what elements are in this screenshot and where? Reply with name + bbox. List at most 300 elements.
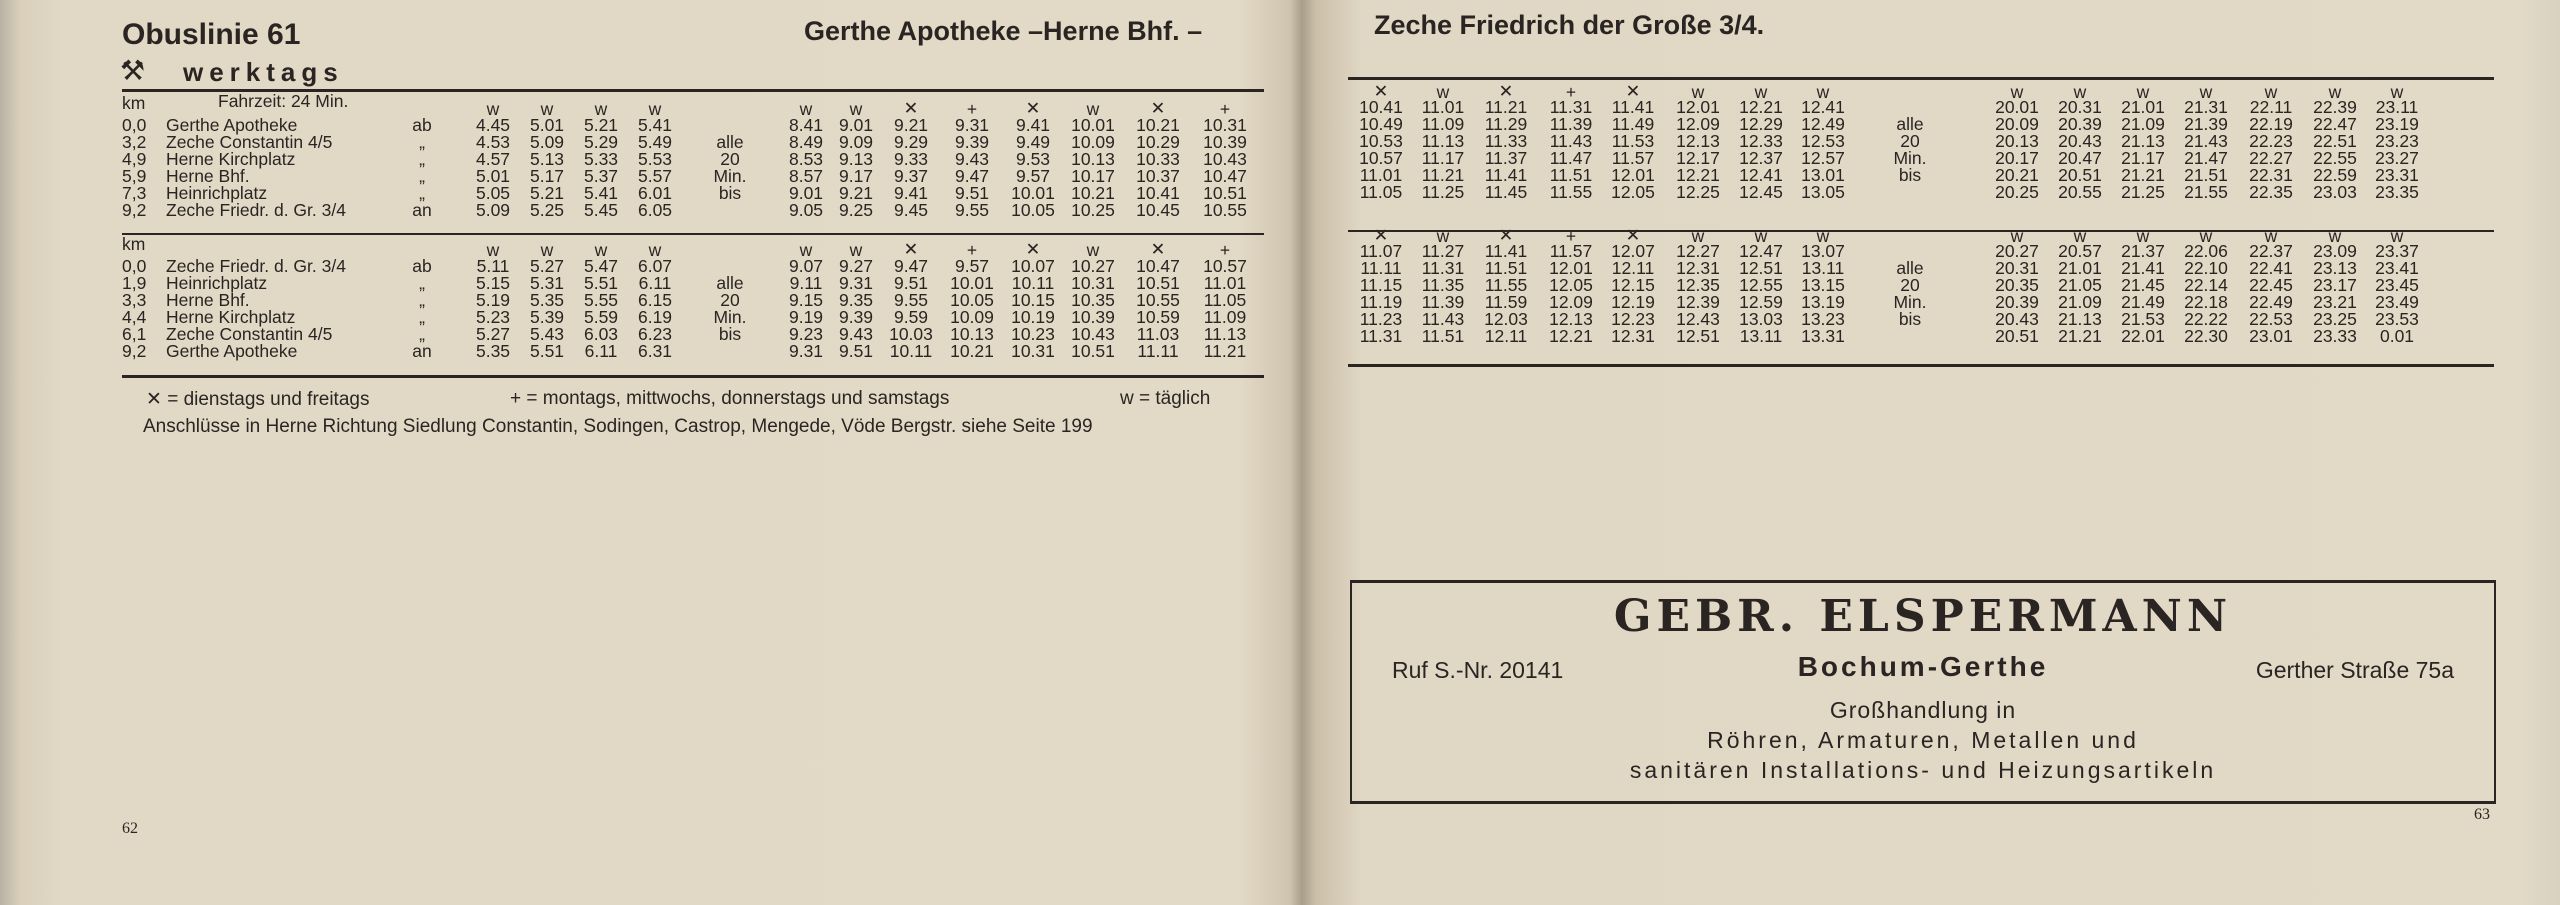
interval-note: bis	[718, 183, 742, 203]
time-cell: 23.23	[2375, 131, 2419, 151]
mark-b-6: w	[2390, 226, 2404, 246]
mark-1: w	[1436, 82, 1450, 102]
time-cell: 22.41	[2249, 258, 2293, 278]
time-cell: 11.27	[1421, 241, 1465, 261]
time-cell: 23.35	[2375, 182, 2419, 202]
time-cell: 5.35	[475, 341, 511, 361]
ad-city: Bochum-Gerthe	[1797, 651, 2049, 682]
time-cell: 5.47	[583, 256, 619, 276]
time-cell: 9.49	[1015, 132, 1051, 152]
time-cell: 5.27	[475, 324, 511, 344]
time-cell: 20.01	[1995, 97, 2039, 117]
time-cell: 21.51	[2184, 165, 2228, 185]
time-cell: 11.43	[1421, 309, 1465, 329]
mark-b-4: w	[2264, 226, 2278, 246]
time-cell: 23.25	[2313, 309, 2357, 329]
mark-b-3: +	[966, 99, 978, 119]
time-cell: 9.21	[893, 115, 929, 135]
time-cell: 22.01	[2121, 326, 2165, 346]
arr-dep-marker: „	[419, 290, 425, 310]
mark-b-2: w	[2136, 82, 2150, 102]
time-cell: 23.53	[2375, 309, 2419, 329]
time-cell: 20.43	[1995, 309, 2039, 329]
time-cell: 13.11	[1801, 258, 1845, 278]
time-cell: 12.01	[1549, 258, 1593, 278]
time-cell: 9.55	[893, 290, 929, 310]
time-cell: 13.19	[1801, 292, 1845, 312]
time-cell: 23.19	[2375, 114, 2419, 134]
mark-b-3: +	[966, 240, 978, 260]
legend-w: w = täglich	[1120, 388, 1211, 409]
time-cell: 10.45	[1136, 200, 1180, 220]
time-cell: 20.51	[2058, 165, 2102, 185]
time-cell: 5.09	[475, 200, 511, 220]
mark-b-1: w	[849, 240, 863, 260]
time-cell: 21.01	[2121, 97, 2165, 117]
time-cell: 9.31	[838, 273, 874, 293]
time-cell: 6.01	[637, 183, 673, 203]
time-cell: 11.41	[1484, 241, 1528, 261]
time-cell: 21.01	[2058, 258, 2102, 278]
time-cell: 20.31	[1995, 258, 2039, 278]
time-cell: 9.09	[838, 132, 874, 152]
mark-2: ✕	[1498, 82, 1514, 102]
time-cell: 10.41	[1359, 97, 1403, 117]
time-cell: 23.27	[2375, 148, 2419, 168]
time-cell: 21.31	[2184, 97, 2228, 117]
mark-4: ✕	[1625, 82, 1641, 102]
time-cell: 9.43	[954, 149, 990, 169]
time-cell: 11.59	[1484, 292, 1528, 312]
mark-0: w	[486, 99, 500, 119]
mark-b-4: ✕	[1025, 99, 1041, 119]
line-title: Obuslinie 61	[122, 18, 301, 51]
time-cell: 9.39	[954, 132, 990, 152]
time-cell: 11.23	[1359, 309, 1403, 329]
time-cell: 10.21	[1071, 183, 1115, 203]
time-cell: 5.23	[475, 307, 511, 327]
time-cell: 12.57	[1801, 148, 1845, 168]
time-cell: 21.53	[2121, 309, 2165, 329]
time-cell: 5.31	[529, 273, 565, 293]
time-cell: 10.43	[1071, 324, 1115, 344]
time-cell: 11.13	[1421, 131, 1465, 151]
time-cell: 10.31	[1203, 115, 1247, 135]
time-cell: 10.05	[1011, 200, 1055, 220]
stop-name: Herne Bhf.	[166, 166, 250, 186]
time-cell: 23.31	[2375, 165, 2419, 185]
time-cell: 11.15	[1359, 275, 1403, 295]
time-cell: 11.51	[1421, 326, 1465, 346]
time-cell: 23.45	[2375, 275, 2419, 295]
time-cell: 11.01	[1421, 97, 1465, 117]
time-cell: 11.21	[1203, 341, 1247, 361]
time-cell: 21.37	[2121, 241, 2165, 261]
stop-name: Zeche Friedr. d. Gr. 3/4	[166, 200, 346, 220]
mark-3: +	[1565, 82, 1577, 102]
time-cell: 10.51	[1203, 183, 1247, 203]
time-cell: 12.43	[1676, 309, 1720, 329]
time-cell: 12.53	[1801, 131, 1845, 151]
time-cell: 10.01	[1011, 183, 1055, 203]
time-cell: 10.19	[1011, 307, 1055, 327]
stop-name: Zeche Friedr. d. Gr. 3/4	[166, 256, 346, 276]
time-cell: 12.01	[1611, 165, 1655, 185]
time-cell: 9.13	[838, 149, 874, 169]
time-cell: 22.45	[2249, 275, 2293, 295]
time-cell: 5.41	[583, 183, 619, 203]
fahrzeit-label: Fahrzeit: 24 Min.	[218, 91, 349, 111]
time-cell: 23.33	[2313, 326, 2357, 346]
time-cell: 10.11	[889, 341, 933, 361]
time-cell: 20.31	[2058, 97, 2102, 117]
time-cell: 6.03	[583, 324, 619, 344]
time-cell: 10.57	[1203, 256, 1247, 276]
interval-note: alle	[716, 132, 744, 152]
time-cell: 23.17	[2313, 275, 2357, 295]
arr-dep-marker: „	[419, 132, 425, 152]
time-cell: 12.15	[1611, 275, 1655, 295]
time-cell: 5.59	[583, 307, 619, 327]
time-cell: 10.41	[1136, 183, 1180, 203]
time-cell: 5.05	[475, 183, 511, 203]
mark-1: w	[540, 99, 554, 119]
km-value: 7,3	[122, 183, 147, 203]
time-cell: 11.31	[1421, 258, 1465, 278]
time-cell: 12.11	[1611, 258, 1655, 278]
mark-b-3: w	[2199, 226, 2213, 246]
time-cell: 21.09	[2121, 114, 2165, 134]
time-cell: 11.35	[1421, 275, 1465, 295]
time-cell: 5.55	[583, 290, 619, 310]
time-cell: 10.29	[1136, 132, 1180, 152]
stop-name: Gerthe Apotheke	[166, 115, 298, 135]
time-cell: 12.45	[1739, 182, 1783, 202]
time-cell: 11.01	[1359, 165, 1403, 185]
mark-b-2: w	[2136, 226, 2150, 246]
arr-dep-marker: „	[419, 183, 425, 203]
time-cell: 5.01	[529, 115, 565, 135]
time-cell: 10.13	[950, 324, 994, 344]
time-cell: 5.53	[637, 149, 673, 169]
time-cell: 9.35	[838, 290, 874, 310]
table-bottom-rule	[122, 375, 1264, 378]
time-cell: 10.01	[1071, 115, 1115, 135]
time-cell: 4.45	[475, 115, 511, 135]
time-cell: 22.18	[2184, 292, 2228, 312]
time-cell: 21.21	[2058, 326, 2102, 346]
day-type-title: werktags	[183, 57, 344, 87]
mark-b-7: +	[1219, 240, 1231, 260]
mark-b-6: w	[2390, 82, 2404, 102]
time-cell: 23.21	[2313, 292, 2357, 312]
time-cell: 9.07	[788, 256, 824, 276]
time-cell: 9.27	[838, 256, 874, 276]
mark-b-1: w	[2073, 226, 2087, 246]
mark-1: w	[1436, 226, 1450, 246]
time-cell: 22.59	[2313, 165, 2357, 185]
time-cell: 20.21	[1995, 165, 2039, 185]
time-cell: 10.49	[1359, 114, 1403, 134]
interval-note: Min.	[1893, 292, 1927, 312]
time-cell: 6.11	[638, 273, 672, 293]
mark-0: ✕	[1373, 82, 1389, 102]
legend-plus: + = montags, mittwochs, donnerstags und samstags	[510, 388, 950, 409]
time-cell: 20.55	[2058, 182, 2102, 202]
time-cell: 6.05	[637, 200, 673, 220]
time-cell: 9.57	[1015, 166, 1051, 186]
stop-name: Herne Kirchplatz	[166, 307, 296, 327]
time-cell: 9.43	[838, 324, 874, 344]
time-cell: 10.17	[1071, 166, 1115, 186]
time-cell: 9.55	[954, 200, 990, 220]
interval-note: Min.	[1893, 148, 1927, 168]
time-cell: 11.39	[1549, 114, 1593, 134]
mark-2: w	[594, 99, 608, 119]
mark-b-0: w	[799, 99, 813, 119]
time-cell: 8.57	[788, 166, 824, 186]
time-cell: 9.39	[838, 307, 874, 327]
km-value: 0,0	[122, 115, 147, 135]
time-cell: 22.11	[2249, 97, 2293, 117]
stop-name: Herne Bhf.	[166, 290, 250, 310]
time-cell: 12.09	[1676, 114, 1720, 134]
time-cell: 12.31	[1676, 258, 1720, 278]
time-cell: 9.45	[893, 200, 929, 220]
time-cell: 5.45	[583, 200, 619, 220]
time-cell: 11.57	[1549, 241, 1593, 261]
interval-note: 20	[1900, 275, 1920, 295]
km-value: 6,1	[122, 324, 147, 344]
time-cell: 11.03	[1136, 324, 1180, 344]
time-cell: 23.13	[2313, 258, 2357, 278]
time-cell: 13.01	[1801, 165, 1845, 185]
time-cell: 12.23	[1611, 309, 1655, 329]
right-page	[1302, 0, 2560, 905]
mark-2: ✕	[1498, 226, 1514, 246]
time-cell: 11.41	[1611, 97, 1655, 117]
arr-dep-marker: an	[412, 200, 432, 220]
time-cell: 12.21	[1676, 165, 1720, 185]
time-cell: 10.31	[1011, 341, 1055, 361]
time-cell: 22.39	[2313, 97, 2357, 117]
page-number-left: 62	[122, 820, 138, 837]
arr-dep-marker: „	[419, 166, 425, 186]
time-cell: 10.51	[1136, 273, 1180, 293]
time-cell: 9.37	[893, 166, 929, 186]
mark-b-7: +	[1219, 99, 1231, 119]
time-cell: 13.23	[1801, 309, 1845, 329]
ad-company-name: GEBR. ELSPERMANN	[1613, 591, 2233, 642]
mark-3: w	[648, 99, 662, 119]
time-cell: 12.51	[1739, 258, 1783, 278]
time-cell: 9.57	[954, 256, 990, 276]
time-cell: 5.49	[637, 132, 673, 152]
time-cell: 5.13	[529, 149, 565, 169]
time-cell: 5.35	[529, 290, 565, 310]
time-cell: 12.01	[1676, 97, 1720, 117]
time-cell: 6.31	[637, 341, 673, 361]
mark-5: w	[1691, 82, 1705, 102]
mark-b-5: w	[2328, 82, 2342, 102]
time-cell: 11.29	[1484, 114, 1528, 134]
time-cell: 23.37	[2375, 241, 2419, 261]
km-value: 3,2	[122, 132, 147, 152]
mark-b-1: w	[849, 99, 863, 119]
time-cell: 12.21	[1739, 97, 1783, 117]
time-cell: 11.53	[1611, 131, 1655, 151]
time-cell: 10.21	[950, 341, 994, 361]
km-value: 9,2	[122, 200, 147, 220]
time-cell: 23.11	[2375, 97, 2419, 117]
time-cell: 9.05	[788, 200, 824, 220]
time-cell: 12.39	[1676, 292, 1720, 312]
time-cell: 22.47	[2313, 114, 2357, 134]
time-cell: 22.35	[2249, 182, 2293, 202]
mark-b-5: w	[1086, 99, 1100, 119]
mark-b-5: w	[1086, 240, 1100, 260]
time-cell: 9.21	[838, 183, 874, 203]
mark-6: w	[1754, 226, 1768, 246]
time-cell: 5.01	[475, 166, 511, 186]
mark-b-2: ✕	[903, 99, 919, 119]
mark-6: w	[1754, 82, 1768, 102]
time-cell: 11.45	[1484, 182, 1528, 202]
interval-note: bis	[1898, 309, 1922, 329]
time-cell: 23.49	[2375, 292, 2419, 312]
time-cell: 10.55	[1203, 200, 1247, 220]
time-cell: 11.55	[1484, 275, 1528, 295]
stop-name: Zeche Constantin 4/5	[166, 324, 333, 344]
km-value: 4,9	[122, 149, 147, 169]
time-cell: 10.53	[1359, 131, 1403, 151]
time-cell: 9.41	[1015, 115, 1051, 135]
ad-address: Gerther Straße 75a	[2255, 657, 2454, 683]
time-cell: 11.19	[1359, 292, 1403, 312]
time-cell: 8.49	[788, 132, 824, 152]
time-cell: 9.29	[893, 132, 929, 152]
time-cell: 12.03	[1484, 309, 1528, 329]
time-cell: 13.15	[1801, 275, 1845, 295]
time-cell: 10.39	[1203, 132, 1247, 152]
time-cell: 9.53	[1015, 149, 1051, 169]
mark-4: ✕	[1625, 226, 1641, 246]
time-cell: 11.37	[1484, 148, 1528, 168]
time-cell: 5.21	[529, 183, 565, 203]
mark-b-1: w	[2073, 82, 2087, 102]
time-cell: 22.51	[2313, 131, 2357, 151]
stop-name: Zeche Constantin 4/5	[166, 132, 333, 152]
time-cell: 4.53	[475, 132, 511, 152]
time-cell: 8.53	[788, 149, 824, 169]
time-cell: 11.41	[1484, 165, 1528, 185]
time-cell: 11.09	[1421, 114, 1465, 134]
time-cell: 20.43	[2058, 131, 2102, 151]
time-cell: 10.05	[950, 290, 994, 310]
interval-note: alle	[716, 273, 744, 293]
time-cell: 5.33	[583, 149, 619, 169]
time-cell: 10.47	[1203, 166, 1247, 186]
time-cell: 10.35	[1071, 290, 1115, 310]
advertisement-box	[1350, 580, 2496, 804]
mark-b-4: ✕	[1025, 240, 1041, 260]
time-cell: 21.47	[2184, 148, 2228, 168]
time-cell: 12.31	[1611, 326, 1655, 346]
time-cell: 22.55	[2313, 148, 2357, 168]
time-cell: 12.05	[1611, 182, 1655, 202]
time-cell: 6.15	[637, 290, 673, 310]
mark-b-4: w	[2264, 82, 2278, 102]
time-cell: 12.25	[1676, 182, 1720, 202]
ad-line-3: sanitären Installations- und Heizungsartikeln	[1629, 757, 2217, 783]
time-cell: 5.51	[583, 273, 619, 293]
stop-name: Gerthe Apotheke	[166, 341, 298, 361]
time-cell: 12.09	[1549, 292, 1593, 312]
time-cell: 21.39	[2184, 114, 2228, 134]
km-value: 5,9	[122, 166, 147, 186]
ad-line-2: Röhren, Armaturen, Metallen und	[1707, 727, 2139, 753]
mark-3: w	[648, 240, 662, 260]
time-cell: 12.27	[1676, 241, 1720, 261]
time-cell: 5.21	[583, 115, 619, 135]
time-cell: 21.21	[2121, 165, 2165, 185]
table-bottom-rule	[1348, 364, 2494, 367]
time-cell: 10.09	[950, 307, 994, 327]
block-divider-rule	[122, 233, 1264, 235]
time-cell: 5.51	[529, 341, 565, 361]
legend-x: ✕ = dienstags und freitags	[146, 389, 370, 410]
time-cell: 8.41	[788, 115, 824, 135]
time-cell: 13.31	[1801, 326, 1845, 346]
time-cell: 22.10	[2184, 258, 2228, 278]
time-cell: 9.31	[954, 115, 990, 135]
time-cell: 20.09	[1995, 114, 2039, 134]
time-cell: 10.15	[1011, 290, 1055, 310]
time-cell: 12.59	[1739, 292, 1783, 312]
time-cell: 9.11	[789, 273, 823, 293]
time-cell: 20.39	[2058, 114, 2102, 134]
arr-dep-marker: ab	[412, 115, 432, 135]
time-cell: 21.41	[2121, 258, 2165, 278]
time-cell: 10.03	[889, 324, 933, 344]
time-cell: 9.31	[788, 341, 824, 361]
time-cell: 23.01	[2249, 326, 2293, 346]
time-cell: 23.03	[2313, 182, 2357, 202]
time-cell: 20.35	[1995, 275, 2039, 295]
time-cell: 0.01	[2379, 326, 2415, 346]
hammer-pick-icon: ⚒	[120, 54, 146, 87]
time-cell: 22.19	[2249, 114, 2293, 134]
time-cell: 9.17	[838, 166, 874, 186]
time-cell: 10.07	[1011, 256, 1055, 276]
arr-dep-marker: „	[419, 149, 425, 169]
time-cell: 10.39	[1071, 307, 1115, 327]
time-cell: 6.11	[584, 341, 618, 361]
interval-note: alle	[1896, 258, 1924, 278]
time-cell: 9.59	[893, 307, 929, 327]
time-cell: 11.07	[1359, 241, 1403, 261]
interval-note: 20	[1900, 131, 1920, 151]
time-cell: 21.49	[2121, 292, 2165, 312]
time-cell: 22.30	[2184, 326, 2228, 346]
time-cell: 21.13	[2058, 309, 2102, 329]
route-title-continued: Zeche Friedrich der Große 3/4.	[1374, 10, 1765, 40]
time-cell: 11.21	[1421, 165, 1465, 185]
time-cell: 5.19	[475, 290, 511, 310]
time-cell: 13.11	[1739, 326, 1783, 346]
interval-note: Min.	[713, 307, 747, 327]
mark-7: w	[1816, 82, 1830, 102]
